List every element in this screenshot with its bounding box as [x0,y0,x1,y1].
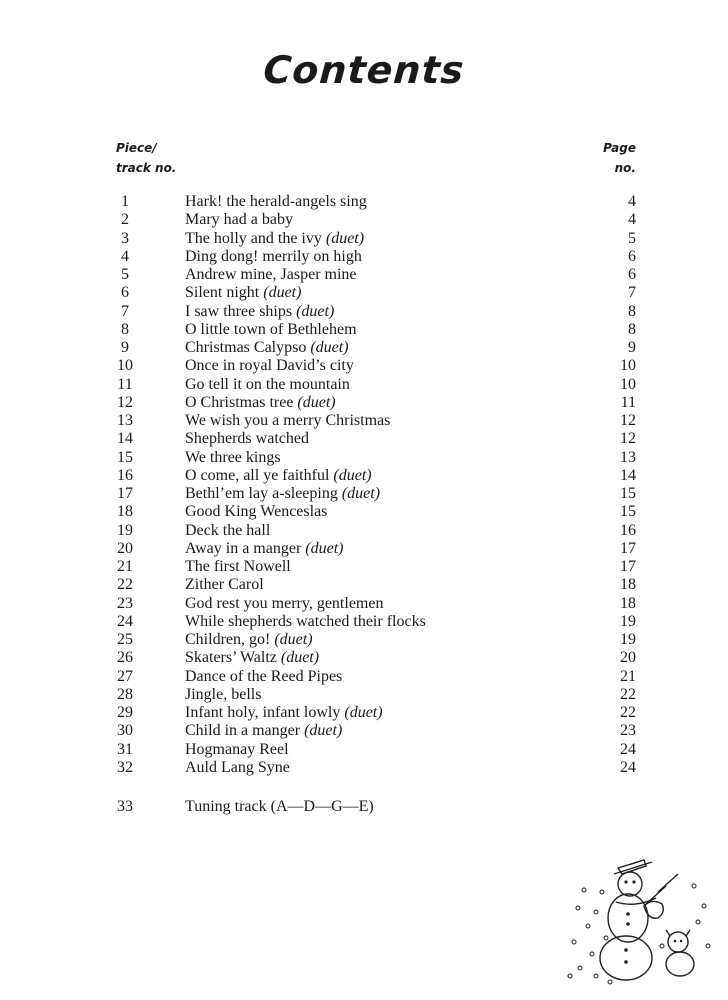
contents-row [0,284,728,302]
page-number: 8 [628,320,636,338]
piece-title-text: Andrew mine, Jasper mine [185,266,357,283]
piece-track-header [116,138,176,178]
page-number: 4 [628,211,636,229]
piece-title-text: O Christmas tree [185,393,298,411]
piece-title [185,686,261,704]
page-number: 6 [628,266,636,283]
track-number: 30 [117,722,133,740]
contents-row [0,467,728,485]
contents-row [0,303,728,321]
duet-note: (duet) [296,302,335,320]
page-title: Contents [262,48,466,92]
page-number: 22 [620,685,636,703]
piece-title-text: Skaters’ Waltz [185,649,281,667]
track-number: 11 [117,375,133,393]
track-number: 27 [117,667,133,685]
piece-title-text: Silent night [185,284,264,302]
piece-title [185,722,342,740]
piece-title [185,595,383,613]
page-number: 24 [620,758,636,776]
piece-title-text: God rest you merry, gentlemen [185,594,384,612]
track-number: 2 [121,211,129,229]
piece-title [185,303,334,321]
contents-row [0,321,728,339]
page-number: 9 [628,339,636,356]
contents-row [0,266,728,284]
piece-title [185,266,357,284]
track-number: 12 [117,393,133,411]
contents-row [0,686,728,704]
contents-row [0,613,728,631]
contents-row [0,668,728,686]
piece-title [185,522,270,540]
track-number: 20 [117,539,133,557]
piece-title-text: The holly and the ivy [185,229,326,247]
contents-row [0,503,728,521]
page-number: 17 [620,558,636,575]
piece-title-text: Mary had a baby [185,211,293,229]
piece-title-text: Child in a manger [185,722,305,740]
track-number: 17 [117,485,133,502]
duet-note: (duet) [304,722,343,740]
page-number: 11 [620,393,636,411]
track-number: 1 [121,193,129,210]
piece-title [185,759,290,777]
contents-row [0,485,728,503]
piece-title-text: We wish you a merry Christmas [185,412,391,429]
page-number: 6 [628,247,636,265]
piece-title [185,248,362,266]
page-number: 16 [620,521,636,539]
contents-row [0,522,728,540]
track-number: 3 [121,229,129,247]
piece-title [185,668,342,686]
contents-row [0,631,728,649]
piece-title [185,430,309,448]
track-number: 5 [121,266,129,283]
piece-title [185,321,357,339]
track-number: 13 [117,412,133,429]
duet-note: (duet) [263,284,302,302]
piece-title-text: Jingle, bells [185,685,262,703]
track-number: 16 [117,466,133,484]
duet-note: (duet) [310,339,349,356]
page-number: 15 [620,485,636,502]
piece-title [185,394,336,412]
piece-title [185,412,390,430]
duet-note: (duet) [297,393,336,411]
contents-row [0,576,728,594]
track-number: 29 [117,704,133,721]
piece-title [185,704,383,722]
piece-title-text: The first Nowell [185,558,291,575]
page-number: 12 [620,412,636,429]
track-number: 21 [117,558,133,575]
piece-title-text: Ding dong! merrily on high [185,247,362,265]
page-number: 10 [620,375,636,393]
track-number: 18 [117,503,133,521]
piece-title-text: O little town of Bethlehem [185,320,357,338]
contents-row [0,649,728,667]
tuning-track-title: Tuning track (A—D—G—E) [185,798,374,815]
contents-row [0,357,728,375]
page-number: 5 [628,229,636,247]
page-number: 12 [620,430,636,448]
duet-note: (duet) [274,631,313,648]
page-number: 20 [620,649,636,667]
piece-title-text: While shepherds watched their flocks [185,612,426,630]
contents-row [0,558,728,576]
piece-title-text: Children, go! [185,631,275,648]
contents-row [0,540,728,558]
page-number: 8 [628,302,636,320]
page-number: 4 [628,193,636,210]
page-number: 19 [620,631,636,648]
piece-title [185,230,364,248]
page-number: 14 [620,466,636,484]
piece-title [185,741,289,759]
contents-row [0,704,728,722]
piece-title [185,558,291,576]
contents-row [0,248,728,266]
contents-row [0,449,728,467]
duet-note: (duet) [305,539,344,557]
duet-note: (duet) [325,229,365,247]
track-number: 24 [117,612,133,630]
track-number: 15 [117,448,133,466]
page-number: 13 [620,448,636,466]
piece-header-line2: track no. [116,161,177,175]
contents-list [0,193,728,777]
snowman-fiddler-illustration [566,846,716,986]
piece-title [185,649,319,667]
page-number: 10 [620,357,636,375]
page-header-line1: Page [603,141,636,155]
tuning-track-number: 33 [117,798,133,815]
contents-row [0,376,728,394]
piece-title [185,193,367,211]
page-number: 23 [620,722,636,740]
piece-title-text: We three kings [185,448,281,466]
piece-title [185,613,426,631]
contents-row [0,722,728,740]
track-number: 32 [117,758,133,776]
piece-title-text: Hogmanay Reel [185,740,289,758]
track-number: 22 [117,576,133,594]
page-number: 15 [620,503,636,521]
piece-title [185,540,343,558]
piece-title-text: Away in a manger [185,539,306,557]
piece-title [185,576,264,594]
contents-row [0,211,728,229]
piece-title-text: Shepherds watched [185,430,309,448]
page-no-header [603,138,636,178]
contents-row [0,741,728,759]
track-number: 14 [117,430,133,448]
page-number: 18 [620,576,636,594]
piece-title [185,284,301,302]
piece-title-text: Bethl’em lay a-sleeping [185,485,342,502]
track-number: 19 [117,521,133,539]
duet-note: (duet) [344,704,383,721]
piece-title [185,357,354,375]
piece-title [185,631,313,649]
piece-title-text: O come, all ye faithful [185,466,334,484]
page-number: 7 [628,284,636,302]
piece-title-text: Christmas Calypso [185,339,311,356]
duet-note: (duet) [280,649,320,667]
track-number: 23 [117,594,133,612]
piece-title [185,339,349,357]
piece-title [185,503,327,521]
piece-title-text: Auld Lang Syne [185,758,290,776]
contents-row [0,193,728,211]
contents-row [0,394,728,412]
piece-title-text: Once in royal David’s city [185,357,354,375]
contents-row [0,339,728,357]
piece-title [185,449,281,467]
piece-title-text: Hark! the herald-angels sing [185,193,367,210]
page-number: 17 [620,539,636,557]
page-number: 18 [620,594,636,612]
piece-title-text: Good King Wenceslas [185,503,328,521]
track-number: 7 [121,302,129,320]
track-number: 6 [121,284,129,302]
track-number: 10 [117,357,133,375]
track-number: 4 [121,247,129,265]
piece-header-line1: Piece/ [116,141,157,155]
contents-row [0,430,728,448]
piece-title-text: Infant holy, infant lowly [185,704,345,721]
contents-row [0,412,728,430]
piece-title [185,376,350,394]
page-number: 22 [620,704,636,721]
piece-title-text: Zither Carol [185,576,264,594]
piece-title-text: Dance of the Reed Pipes [185,667,343,685]
track-number: 31 [117,740,133,758]
contents-row [0,230,728,248]
page-header-line2: no. [614,161,636,175]
piece-title [185,467,372,485]
piece-title-text: I saw three ships [185,302,297,320]
duet-note: (duet) [333,466,372,484]
track-number: 8 [121,320,129,338]
contents-row [0,595,728,613]
track-number: 9 [121,339,129,356]
page-number: 19 [620,612,636,630]
track-number: 28 [117,685,133,703]
piece-title [185,485,380,503]
page-number: 21 [620,667,636,685]
track-number: 26 [117,649,133,667]
contents-row [0,759,728,777]
duet-note: (duet) [341,485,381,502]
page-number: 24 [620,740,636,758]
piece-title-text: Deck the hall [185,521,271,539]
piece-title-text: Go tell it on the mountain [185,375,350,393]
track-number: 25 [117,631,133,648]
piece-title [185,211,293,229]
